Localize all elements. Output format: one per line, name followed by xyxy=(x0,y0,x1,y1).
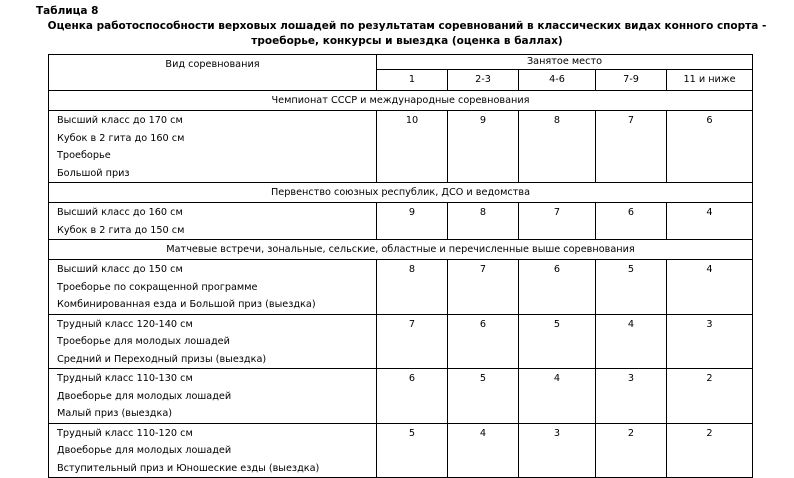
header-kind: Вид соревнования xyxy=(49,55,377,91)
score-cell: 4 xyxy=(667,203,753,240)
section-title: Чемпионат СССР и международные соревнования xyxy=(49,91,753,111)
section-row xyxy=(49,91,753,111)
competition-kind-line: Троеборье для молодых лошадей xyxy=(57,336,230,347)
competition-kind-line: Трудный класс 110-130 см xyxy=(57,373,193,384)
score-cell: 7 xyxy=(519,203,596,240)
competition-kind-line: Трудный класс 110-120 см xyxy=(57,427,193,439)
competition-kind-line: Большой приз xyxy=(57,167,130,179)
header-place: Занятое место xyxy=(377,55,753,70)
score-cell: 5 xyxy=(448,369,519,424)
score-cell: 6 xyxy=(667,111,753,183)
score-cell: 4 xyxy=(667,260,753,315)
scores-table xyxy=(48,54,753,478)
score-cell: 7 xyxy=(448,260,519,315)
score-cell: 7 xyxy=(596,111,667,183)
score-cell: 6 xyxy=(377,369,448,424)
competition-kind-line: Малый приз (выездка) xyxy=(57,408,173,419)
score-cell: 9 xyxy=(377,203,448,240)
competition-kind-line: Кубок в 2 гита до 160 см xyxy=(57,132,185,144)
score-cell: 6 xyxy=(519,260,596,315)
title-line-2: троеборье, конкурсы и выездка (оценка в баллах) xyxy=(251,35,563,47)
score-cell: 4 xyxy=(596,314,667,369)
table-title xyxy=(40,19,774,49)
score-cell: 5 xyxy=(596,260,667,315)
score-cell: 8 xyxy=(448,203,519,240)
competition-kind-cell xyxy=(49,203,377,240)
competition-kind-cell xyxy=(49,314,377,369)
score-cell: 3 xyxy=(596,369,667,424)
competition-kind-line: Высший класс до 160 см xyxy=(57,207,183,218)
table-row xyxy=(49,203,753,240)
table-row xyxy=(49,111,753,183)
competition-kind-line: Высший класс до 170 см xyxy=(57,115,183,126)
score-cell: 2 xyxy=(667,369,753,424)
table-label: Таблица 8 xyxy=(36,5,99,17)
competition-kind-line: Комбинированная езда и Большой приз (выездка) xyxy=(57,299,316,310)
score-cell: 2 xyxy=(596,423,667,478)
section-title: Первенство союзных республик, ДСО и ведомства xyxy=(49,183,753,203)
competition-kind-cell xyxy=(49,369,377,424)
section-title: Матчевые встречи, зональные, сельские, областные и перечисленные выше соревнования xyxy=(49,240,753,260)
score-cell: 4 xyxy=(448,423,519,478)
table-row xyxy=(49,423,753,478)
score-cell: 8 xyxy=(377,260,448,315)
header-place-2: 2-3 xyxy=(448,70,519,91)
score-cell: 7 xyxy=(377,314,448,369)
competition-kind-line: Вступительный приз и Юношеские езды (выездка) xyxy=(57,462,320,474)
competition-kind-cell xyxy=(49,423,377,478)
score-cell: 6 xyxy=(596,203,667,240)
competition-kind-line: Двоеборье для молодых лошадей xyxy=(57,445,232,456)
header-place-1: 1 xyxy=(377,70,448,91)
table-row xyxy=(49,314,753,369)
score-cell: 9 xyxy=(448,111,519,183)
header-place-5: 11 и ниже xyxy=(667,70,753,91)
competition-kind-line: Троеборье по сокращенной программе xyxy=(57,281,258,293)
competition-kind-cell xyxy=(49,260,377,315)
header-place-4: 7-9 xyxy=(596,70,667,91)
header-row-top xyxy=(49,55,753,70)
competition-kind-line: Двоеборье для молодых лошадей xyxy=(57,390,232,402)
score-cell: 5 xyxy=(377,423,448,478)
score-cell: 2 xyxy=(667,423,753,478)
table-row xyxy=(49,260,753,315)
score-cell: 3 xyxy=(519,423,596,478)
score-cell: 6 xyxy=(448,314,519,369)
competition-kind-cell xyxy=(49,111,377,183)
competition-kind-line: Высший класс до 150 см xyxy=(57,264,183,275)
score-cell: 10 xyxy=(377,111,448,183)
table-body xyxy=(49,55,753,478)
title-line-1: Оценка работоспособности верховых лошадей по результатам соревнований в классических видах конного спорта - xyxy=(47,20,767,32)
score-cell: 5 xyxy=(519,314,596,369)
competition-kind-line: Средний и Переходный призы (выездка) xyxy=(57,353,267,365)
score-cell: 3 xyxy=(667,314,753,369)
score-cell: 8 xyxy=(519,111,596,183)
section-row xyxy=(49,240,753,260)
competition-kind-line: Трудный класс 120-140 см xyxy=(57,318,193,330)
header-place-3: 4-6 xyxy=(519,70,596,91)
competition-kind-line: Кубок в 2 гита до 150 см xyxy=(57,224,185,236)
section-row xyxy=(49,183,753,203)
competition-kind-line: Троеборье xyxy=(57,150,111,161)
table-row xyxy=(49,369,753,424)
score-cell: 4 xyxy=(519,369,596,424)
